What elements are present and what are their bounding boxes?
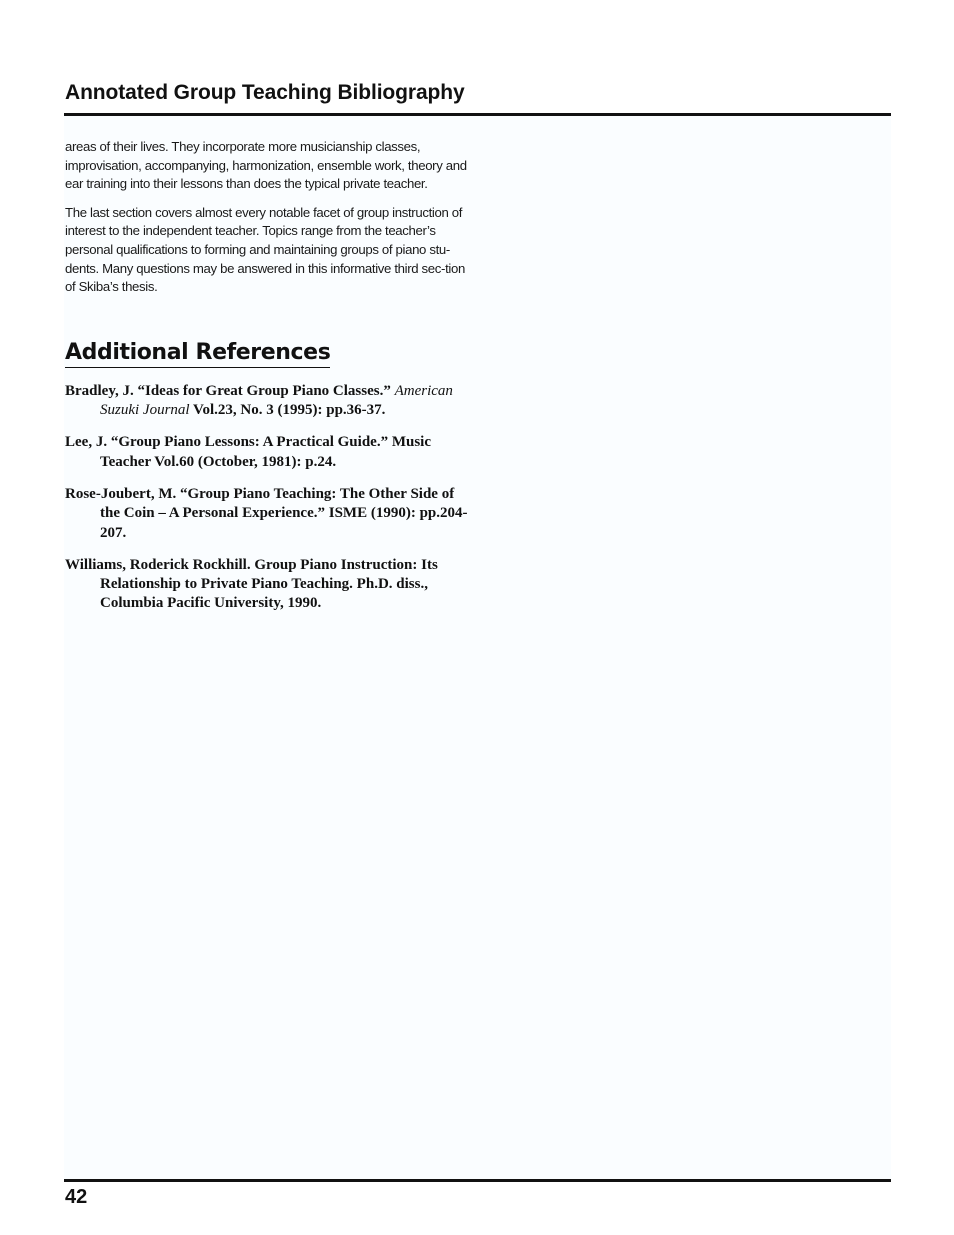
reference-item: [65, 382, 469, 421]
reference-list: [65, 382, 469, 614]
reference-text: Vol.23, No. 3 (1995): pp.36-37.: [189, 402, 386, 419]
footer-divider: [64, 1179, 891, 1182]
body-paragraph: The last section covers almost every notable facet of group instruction of interest to the independent teacher. Topics range from the teacher’s personal qualifications to forming and maintaining groups of piano stu-dents. Many questions may be answered in this informative third sec-tion of Skiba’s thesis.: [65, 204, 465, 295]
text-column: [65, 138, 469, 627]
reference-item: [65, 433, 469, 472]
body-paragraph: areas of their lives. They incorporate more musicianship classes, improvisation, accompanying, harmonization, ensemble work, theory and ear training into their lessons than does the typical private teacher.: [65, 139, 467, 192]
section-heading: Additional References: [65, 339, 330, 368]
reference-text: Bradley, J. “Ideas for Great Group Piano Classes.”: [65, 382, 395, 399]
reference-text: Lee, J. “Group Piano Lessons: A Practical Guide.” Music Teacher Vol.60 (October, 1981): p.24.: [65, 434, 431, 470]
page-title: Annotated Group Teaching Bibliography: [65, 81, 465, 104]
reference-text: Rose-Joubert, M. “Group Piano Teaching: The Other Side of the Coin – A Personal Experience.” ISME (1990): pp.204-207.: [65, 485, 468, 541]
journal-title: American Suzuki Journal: [100, 382, 453, 419]
page-number: 42: [65, 1186, 88, 1208]
reference-text: Williams, Roderick Rockhill. Group Piano Instruction: Its Relationship to Private Piano Teaching. Ph.D. diss., Columbia Pacific University, 1990.: [65, 556, 438, 612]
reference-item: [65, 556, 469, 614]
reference-item: [65, 485, 469, 543]
